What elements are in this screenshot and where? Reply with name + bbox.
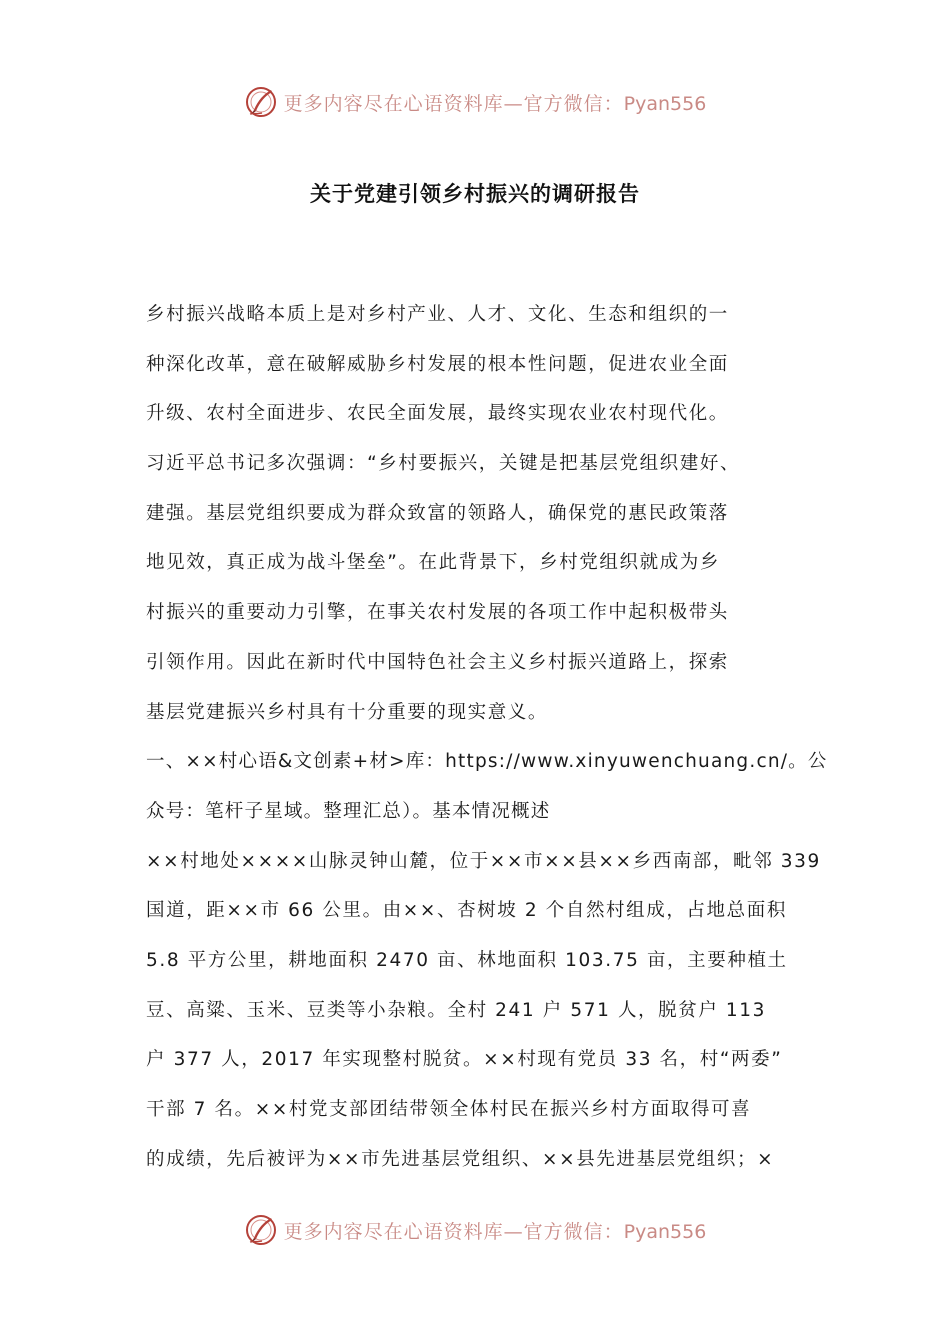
body-line: 干部 7 名。××村党支部团结带领全体村民在振兴乡村方面取得可喜 — [146, 1099, 752, 1120]
watermark-cn: 更多内容尽在心语资料库—官方微信： — [283, 92, 624, 115]
body-line: 豆、高粱、玉米、豆类等小杂粮。全村 241 户 571 人，脱贫户 113 — [146, 999, 767, 1021]
document-body — [146, 290, 828, 1184]
body-line: ××村地处××××山脉灵钟山麓，位于××市××县××乡西南部，毗邻 339 — [146, 850, 821, 872]
watermark-text — [284, 89, 707, 116]
body-line: 建强。基层党组织要成为群众致富的领路人，确保党的惠民政策落 — [146, 502, 729, 524]
watermark-wechat-id: Pyan556 — [623, 1220, 707, 1243]
section-heading-line: 一、××村心语&文创素+材>库：https://www.xinyuwenchuang.cn/。公 — [146, 751, 828, 773]
body-line: 国道，距××市 66 公里。由××、杏树坡 2 个自然村组成，占地总面积 — [146, 900, 787, 922]
footer-watermark — [0, 1208, 950, 1252]
body-line: 乡村振兴战略本质上是对乡村产业、人才、文化、生态和组织的一 — [146, 304, 729, 325]
watermark-wechat-id: Pyan556 — [623, 92, 707, 115]
document-title: 关于党建引领乡村振兴的调研报告 — [310, 181, 640, 206]
quill-logo-icon — [244, 85, 278, 119]
body-line: 地见效，真正成为战斗堡垒”。在此背景下，乡村党组织就成为乡 — [146, 552, 720, 574]
body-line: 升级、农村全面进步、农民全面发展，最终实现农业农村现代化。 — [146, 403, 729, 425]
header-watermark — [0, 80, 950, 124]
body-line: 习近平总书记多次强调：“乡村要振兴，关键是把基层党组织建好、 — [146, 453, 741, 475]
quill-logo-icon — [244, 1213, 278, 1247]
body-line: 的成绩，先后被评为××市先进基层党组织、××县先进基层党组织；× — [146, 1148, 775, 1170]
watermark-cn: 更多内容尽在心语资料库—官方微信： — [283, 1220, 624, 1243]
body-line: 基层党建振兴乡村具有十分重要的现实意义。 — [146, 701, 549, 723]
body-line: 引领作用。因此在新时代中国特色社会主义乡村振兴道路上，探索 — [146, 651, 729, 673]
body-line: 户 377 人，2017 年实现整村脱贫。××村现有党员 33 名，村“两委” — [146, 1049, 783, 1071]
body-line: 村振兴的重要动力引擎，在事关农村发展的各项工作中起积极带头 — [146, 602, 729, 624]
section-heading-line: 众号：笔杆子星域。整理汇总）。基本情况概述 — [146, 800, 551, 822]
body-line: 种深化改革，意在破解威胁乡村发展的根本性问题，促进农业全面 — [146, 353, 729, 375]
body-line: 5.8 平方公里，耕地面积 2470 亩、林地面积 103.75 亩，主要种植土 — [146, 949, 788, 971]
watermark-text — [284, 1217, 707, 1244]
